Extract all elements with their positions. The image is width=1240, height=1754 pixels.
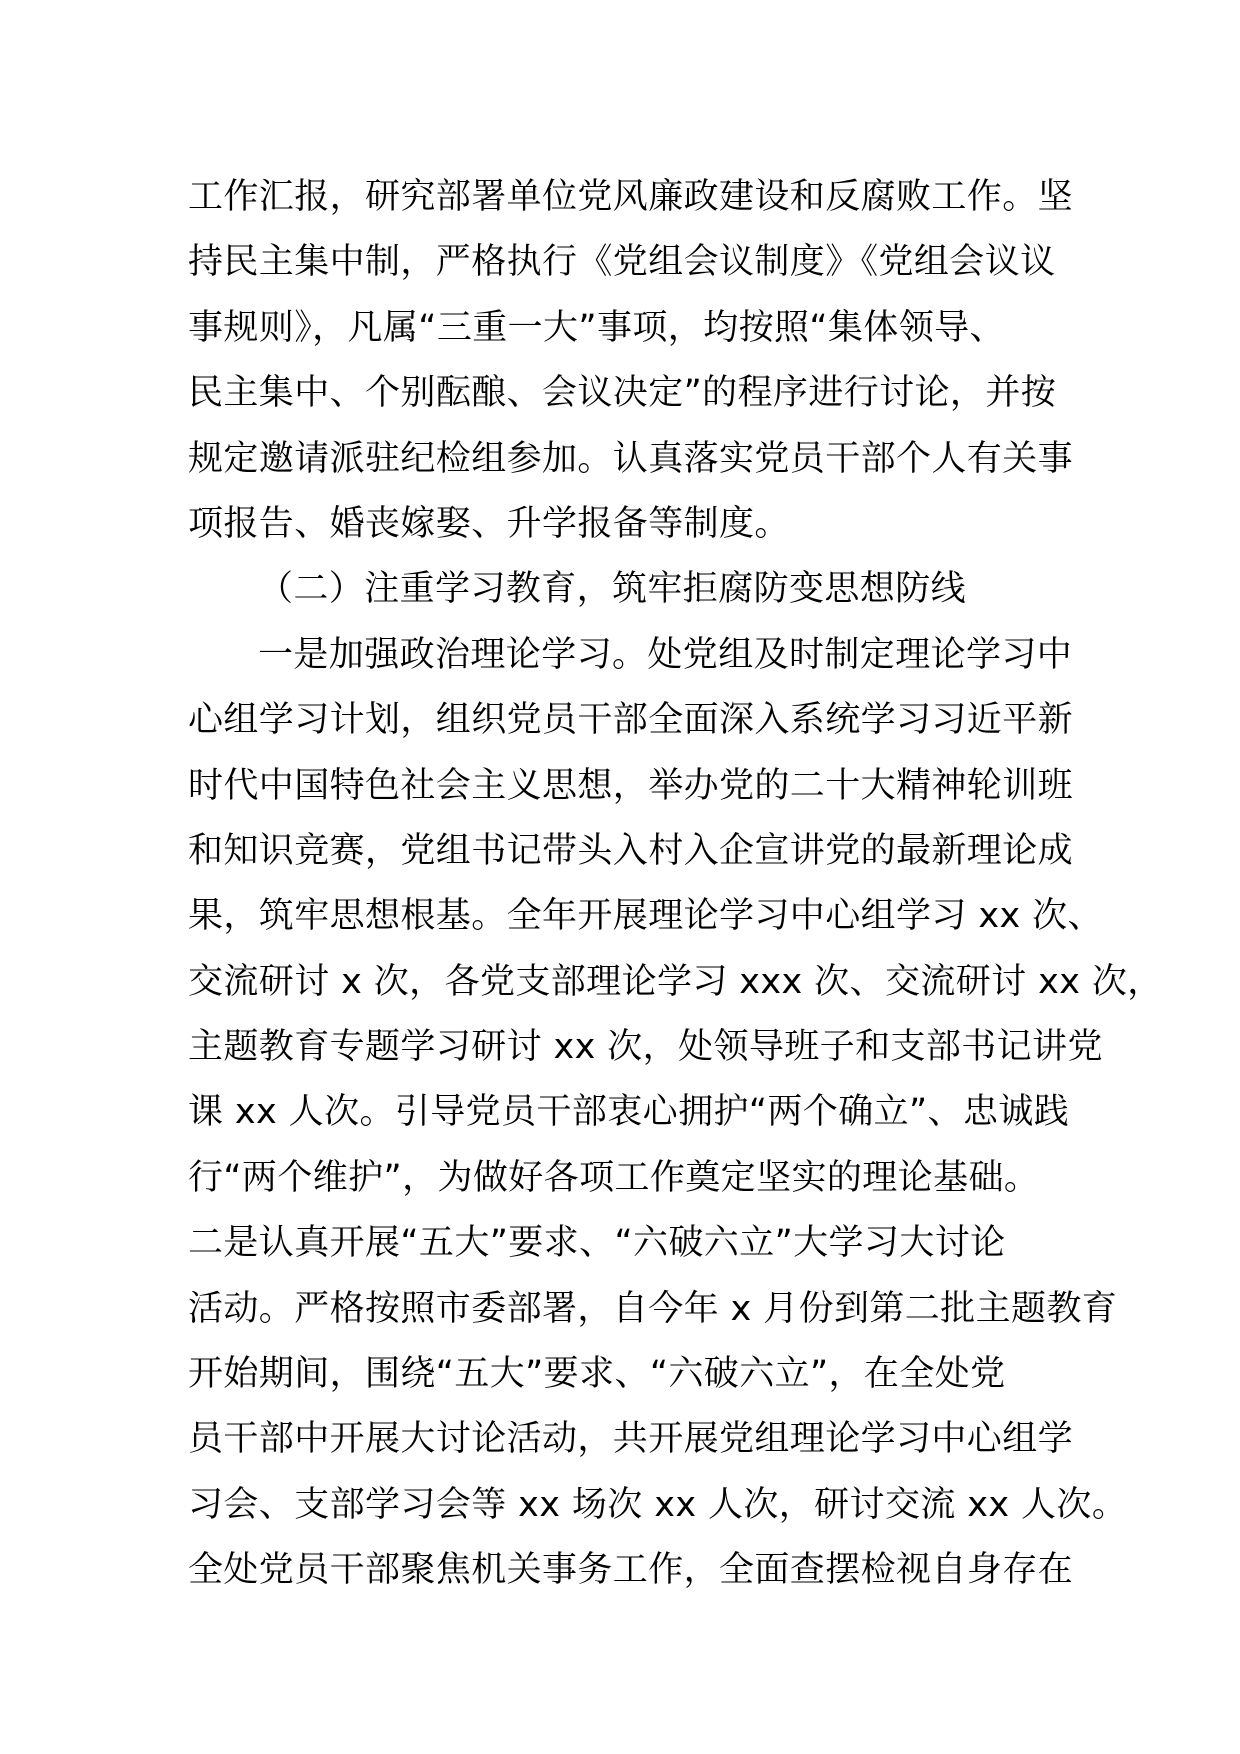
body-text [188, 165, 1163, 1604]
paragraph-line: 工作汇报，研究部署单位党风廉政建设和反腐败工作。坚 [188, 177, 1074, 217]
paragraph-line: 民主集中、个别酝酿、会议决定”的程序进行讨论，并按 [188, 373, 1057, 414]
paragraph-line: 课 xx 人次。引导党员干部衷心拥护“两个确立”、忠诚践 [188, 1092, 1070, 1133]
paragraph-line: 心组学习计划，组织党员干部全面深入系统学习习近平新 [188, 700, 1074, 741]
section-heading: （二）注重学习教育，筑牢拒腐防变思想防线 [258, 569, 967, 610]
paragraph-line: 时代中国特色社会主义思想，举办党的二十大精神轮训班 [188, 765, 1074, 806]
paragraph-line: 事规则》，凡属“三重一大”事项，均按照“集体领导、 [188, 307, 1005, 348]
paragraph-line: 二是认真开展“五大”要求、“六破六立”大学习大讨论 [188, 1223, 1006, 1264]
paragraph-line: 行“两个维护”，为做好各项工作奠定坚实的理论基础。 [188, 1157, 1040, 1198]
paragraph-line: 开始期间，围绕“五大”要求、“六破六立”，在全处党 [188, 1354, 1006, 1395]
paragraph-line: 员干部中开展大讨论活动，共开展党组理论学习中心组学 [188, 1419, 1074, 1460]
paragraph-line: 交流研讨 x 次，各党支部理论学习 xxx 次、交流研讨 xx 次， [188, 961, 1163, 1002]
paragraph-line: 全处党员干部聚焦机关事务工作，全面查摆检视自身存在 [188, 1550, 1074, 1591]
paragraph-line: 规定邀请派驻纪检组参加。认真落实党员干部个人有关事 [188, 438, 1074, 479]
paragraph-line: 项报告、婚丧嫁娶、升学报备等制度。 [188, 503, 790, 544]
paragraph-line: 果，筑牢思想根基。全年开展理论学习中心组学习 xx 次、 [188, 896, 1103, 937]
paragraph-line: 一是加强政治理论学习。处党组及时制定理论学习中 [258, 634, 1073, 675]
paragraph-line: 习会、支部学习会等 xx 场次 xx 人次，研讨交流 xx 人次。 [188, 1484, 1128, 1525]
paragraph-line: 和知识竞赛，党组书记带头入村入企宣讲党的最新理论成 [188, 830, 1074, 871]
paragraph-line: 活动。严格按照市委部署，自今年 x 月份到第二批主题教育 [188, 1288, 1118, 1329]
paragraph-line: 持民主集中制，严格执行《党组会议制度》《党组会议议 [188, 242, 1056, 283]
paragraph-line: 主题教育专题学习研讨 xx 次，处领导班子和支部书记讲党 [188, 1027, 1103, 1068]
